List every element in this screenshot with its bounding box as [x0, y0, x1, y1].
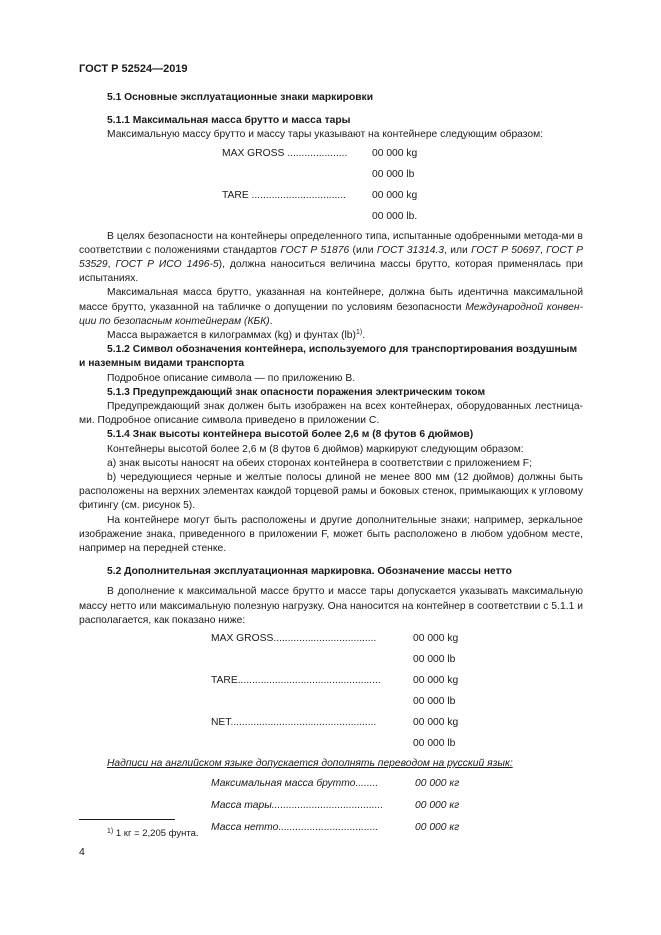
section-5-1-1-heading: 5.1.1 Максимальная масса брутто и масса тары — [107, 115, 351, 127]
marking-label: TARE.................................................. — [211, 675, 381, 687]
section-5-1-1-paragraph-1: В целях безопасности на контейнеры определенного типа, испытанные одобренными метода-ми в соответствии с положениями стандартов ГОСТ Р 51876 (или ГОСТ 31314.3, или ГОСТ Р 50697, ГОСТ Р 53529, ГОСТ Р ИСО 1496-5), должна наноситься величина массы брутто, которая применялась при испытаниях. — [79, 230, 584, 285]
marking-label: NET................................................... — [211, 717, 377, 729]
section-5-1-1-intro: Максимальную массу брутто и массу тары указывают на контейнере следующим образом: — [107, 129, 544, 141]
marking-label: MAX GROSS ..................... — [222, 147, 348, 159]
marking-value: 00 000 kg — [413, 633, 459, 645]
section-5-2-intro: В дополнение к максимальной массе брутто и массе тары допускается указывать максимальную массу нетто или максимальную полезную нагрузку. Она наносится на контейнер в соответствии с 5.1.1 и располагается, как показано ниже: — [79, 586, 583, 626]
marking-row — [79, 799, 583, 821]
footnote-ref: 1) — [355, 329, 363, 337]
marking-row — [79, 168, 583, 189]
section-5-1-heading: 5.1 Основные эксплуатационные знаки маркировки — [107, 92, 374, 103]
marking-value: 00 000 kg — [413, 717, 459, 729]
section-5-1-4-item-a: а) знак высоты наносят на обеих сторонах контейнера в соответствии с приложением F; — [107, 457, 532, 469]
footnote — [107, 828, 199, 839]
marking-label: TARE ................................. — [222, 189, 346, 201]
marking-row — [79, 695, 583, 716]
page-number: 4 — [79, 846, 85, 858]
marking-value: 00 000 lb. — [372, 210, 418, 222]
document-id: ГОСТ Р 52524—2019 — [79, 63, 188, 75]
marking-value: 00 000 кг — [415, 778, 460, 790]
marking-value: 00 000 kg — [372, 147, 418, 159]
section-5-1-4-item-b: b) чередующиеся черные и желтые полосы длиной не менее 800 мм (12 дюймов) должны быть расположены на верхних элементах каждой торцевой рамы и боковых стенок, примыкающих к угловому фитингу (см. рисунок 5). — [79, 472, 583, 512]
marking-label: Максимальная масса брутто........ — [211, 778, 379, 790]
marking-value: 00 000 lb — [372, 168, 415, 180]
content — [79, 91, 583, 843]
marking-row — [79, 189, 583, 210]
section-5-1-4-intro: Контейнеры высотой более 2,6 м (8 футов 6 дюймов) маркируют следующим образом: — [107, 443, 524, 455]
marking-row — [79, 653, 583, 674]
section-5-1-3-heading: 5.1.3 Предупреждающий знак опасности поражения электрическим током — [107, 386, 486, 398]
footnote-mark: 1) — [107, 828, 114, 835]
marking-value: 00 000 lb — [413, 738, 456, 750]
marking-value: 00 000 lb — [413, 696, 456, 708]
marking-block-2 — [79, 632, 583, 757]
marking-row — [79, 147, 583, 168]
section-5-1-2-heading: 5.1.2 Символ обозначения контейнера, используемого для транспортирования воздушным и наземным видами транспорта — [79, 344, 578, 370]
marking-value: 00 000 kg — [413, 675, 459, 687]
marking-value: 00 000 kg — [372, 189, 418, 201]
marking-row — [79, 674, 583, 695]
footnote-text: 1 кг = 2,205 фунта. — [115, 828, 199, 839]
section-5-1-1-paragraph-3: Масса выражается в килограммах (kg) и фунтах (lb)$^{1)}$. — [107, 329, 366, 342]
marking-value: 00 000 lb — [413, 654, 456, 666]
footnote-divider — [79, 819, 175, 820]
marking-label: Масса тары....................................... — [211, 800, 384, 812]
section-5-1-1-paragraph-2: Максимальная масса брутто, указанная на контейнере, должна быть идентична максимальной массе брутто, указанной на табличке о допущении по условиям безопасности Международной конвен-ции по безопасным контейнерам (КБК). — [79, 287, 583, 327]
section-5-1-2-text: Подробное описание символа — по приложению В. — [107, 372, 356, 384]
marking-value: 00 000 кг — [415, 800, 460, 812]
marking-row — [79, 777, 583, 799]
marking-row — [79, 737, 583, 757]
marking-value: 00 000 кг — [415, 822, 460, 834]
section-5-2-heading: 5.2 Дополнительная эксплуатационная маркировка. Обозначение массы нетто — [107, 566, 512, 578]
section-5-2-note: Надписи на английском языке допускается дополнять переводом на русский язык: — [107, 758, 513, 770]
marking-row — [79, 210, 583, 230]
marking-label: Масса нетто................................... — [211, 822, 379, 834]
section-5-1-3-text: Предупреждающий знак должен быть изображен на всех контейнерах, оборудованных лестница-ми. Подробное описание символа приведено в приложении С. — [79, 401, 583, 427]
section-5-1-4-heading: 5.1.4 Знак высоты контейнера высотой более 2,6 м (8 футов 6 дюймов) — [107, 429, 474, 441]
marking-block-1 — [79, 147, 583, 230]
marking-row — [79, 632, 583, 653]
section-5-1-4-extra: На контейнере могут быть расположены и другие дополнительные знаки; например, зеркальное изображение знака, приведенного в приложении F, может быть расположено в любом удобном месте, например на передней стенке. — [79, 514, 583, 555]
marking-row — [79, 716, 583, 737]
marking-label: MAX GROSS.................................... — [211, 633, 377, 645]
